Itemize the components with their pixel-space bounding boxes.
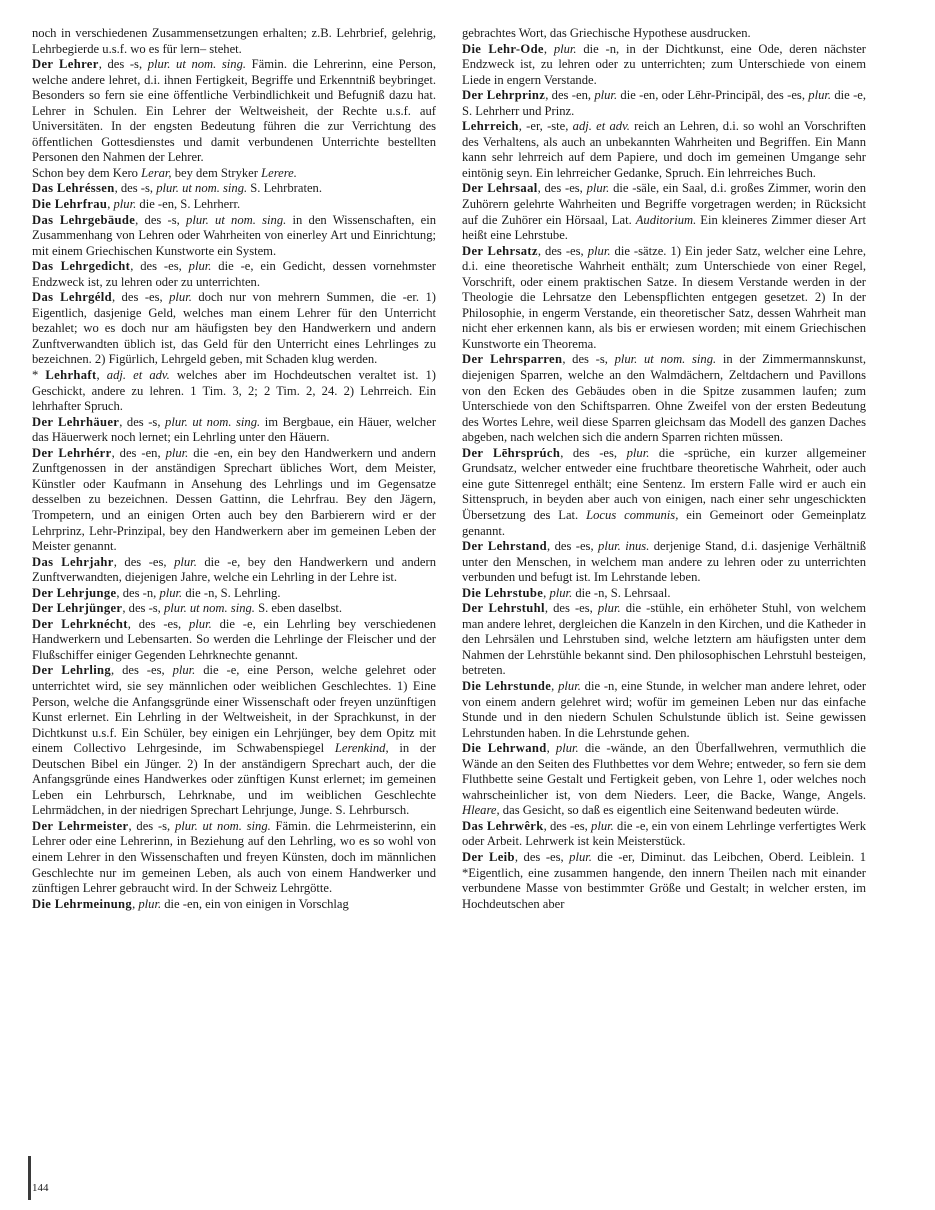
dictionary-entry: Die Lehrfrau, plur. die -en, S. Lehrherr.: [32, 197, 241, 212]
dictionary-entry: * Lehrhaft, adj. et adv. welches aber im Hochdeutschen veraltet ist. 1) Geschickt, andere zu lehren. 1 Tim. 3, 2; 2 Tim. 2, 24. 2) Lehrreich. Ein lehrhafter Spruch.: [32, 368, 436, 414]
dictionary-entry: Der Lehrprinz, des -en, plur. die -en, oder Lēhr-Principāl, des -es, plur. die -e, S. Lehrherr und Prinz.: [462, 88, 867, 118]
dictionary-entry: Die Lehrwand, plur. die -wände, an den Überfallwehren, vermuthlich die Wände an den Seiten des Fluthbettes vor dem Wehre; entweder, so fern sie dem Fluthbette seine Gestalt und Fertigkeit geben, von Lehre 1, oder welches noch wahrscheinlicher ist, von dem Nieders. Leer, die Backe, Wange, Angels. Hleare, das Gesicht, so daß es eigentlich eine Seitenwand bedeuten würde.: [462, 741, 867, 818]
dictionary-entry: Der Lehrer, des -s, plur. ut nom. sing. Fämin. die Lehrerinn, eine Person, welche andere lehret, d.i. ihnen Fertigkeit, Begriffe und Erkenntniß beybringet. Besonders so fern sie eine öffentliche Verbindlichkeit und Befugniß dazu hat. Lehrer in Schulen. Ein Lehrer der Weltweisheit, der Rechte u.s.f. auf Universitäten. In der engsten Bedeutung führen die zur Verrichtung des öffentlichen Gottesdienstes und damit verbundenen Unterrichte bestellten Personen den Nahmen der Lehrer.: [32, 57, 437, 165]
dictionary-entry: Der Lehrjunge, des -n, plur. die -n, S. Lehrling.: [32, 585, 281, 600]
dictionary-entry: Lehrreich, -er, -ste, adj. et adv. reich an Lehren, d.i. so wohl an Vorschriften des Verhaltens, als auch an unbekannten Wahrheiten und Begriffen. Ein Mann kann sehr lehrreich auf dem Papiere, und doch im gemeinen Umgange sehr eintönig seyn. Ein lehrreicher Gedanke, Spruch. Ein lehrreiches Buch.: [462, 119, 866, 180]
dictionary-entry: Der Lēhrsprúch, des -es, plur. die -sprüche, ein kurzer allgemeiner Grundsatz, welcher entweder eine fruchtbare theoretische Wahrheit, oder auch eine gute Sittenregel enthält; eine Sentenz. Im erstern Falle wird er auch ein Sittenspruch, in beyden aber auch von einigen, nach einer sehr ungeschickten Übersetzung des Lat. Locus communis, ein Gemeinort oder Gemeinplatz genannt.: [462, 445, 867, 538]
column-right: [462, 26, 866, 1166]
dictionary-entry: Die Lehr-Ode, plur. die -n, in der Dichtkunst, eine Ode, deren nächster Endzweck ist, zu lehren oder zu unterrichten; zum Unterschiede von einem Liede in engern Verstande.: [462, 41, 866, 87]
dictionary-entry: Die Lehrstunde, plur. die -n, eine Stunde, in welcher man andere lehret, oder von einem andern gelehret wird; wofür im gemeinen Leben nur das einfache Stunde und in den niedern Schulen Schulstunde üblich ist. Seine gewissen Lehrstunden haben. In die Lehrstunde gehen.: [462, 678, 867, 740]
dictionary-entry: Der Leib, des -es, plur. die -er, Diminut. das Leibchen, Oberd. Leiblein. 1 *Eigentlich, eine zusammen hangende, den innern Theilen nach mit einander verbundene Masse von bestimmter Größe und Gestalt; in welcher ersten, im Hochdeutschen aber: [462, 849, 866, 911]
paragraph-continuation: gebrachtes Wort, das Griechische Hypothese ausdrucken.: [462, 26, 751, 40]
dictionary-entry: Das Lehrgedicht, des -es, plur. die -e, ein Gedicht, dessen vornehmster Endzweck ist, zu lehren oder zu unterrichten.: [32, 259, 437, 289]
dictionary-entry: Der Lehrhäuer, des -s, plur. ut nom. sing. im Bergbaue, ein Häuer, welcher das Häuerwerk noch lernet; ein Lehrling unter den Häuern.: [32, 414, 437, 445]
column-left: [32, 26, 436, 1166]
margin-rule: [28, 1156, 31, 1200]
dictionary-entry: Der Lehrjünger, des -s, plur. ut nom. sing. S. eben daselbst.: [32, 601, 343, 616]
two-column-layout: [32, 26, 903, 1166]
dictionary-entry: Das Lehrwêrk, des -es, plur. die -e, ein von einem Lehrlinge verfertigtes Werk oder Arbeit. Lehrwerk ist kein Meisterstück.: [462, 818, 866, 849]
dictionary-entry: Die Lehrstube, plur. die -n, S. Lehrsaal.: [462, 585, 671, 600]
dictionary-entry: Der Lehrsaal, des -es, plur. die -säle, ein Saal, d.i. großes Zimmer, worin den Zuhörern gelehrte Wahrheiten und Begriffe vorgetragen werden; in Rücksicht auf die Zuhörer ein Hörsaal, Lat. Auditorium. Ein kleineres Zimmer dieser Art heißt eine Lehrstube.: [462, 181, 866, 243]
dictionary-entry: Der Lehrhérr, des -en, plur. die -en, ein bey den Handwerkern und andern Zunftgenossen in der anständigen Sprechart übliches Wort, dem Meister, Künstler oder Kaufmann in Ansehung des Lehrlings und im Gegensatze desselben zu bezeichnen. Dessen Gattinn, die Lehrfrau. Bey den Jägern, Trompetern, und an einigen Orten auch bey den Barbierern wird er der Lehrprinz, Lehr-Prinzipal, bey den Handwerkern aber im gemeinen Leben der Meister genannt.: [32, 445, 436, 554]
dictionary-entry: Das Lehrgebäude, des -s, plur. ut nom. sing. in den Wissenschaften, ein Zusammenhang von Lehren oder Wahrheiten von einerley Art und Einrichtung; mit einem Griechischen Kunstworte ein System.: [32, 212, 437, 258]
page-number: 144: [32, 1182, 49, 1194]
dictionary-entry: Das Lehréssen, des -s, plur. ut nom. sing. S. Lehrbraten.: [32, 181, 322, 196]
dictionary-entry: Der Lehrstand, des -es, plur. inus. derjenige Stand, d.i. dasjenige Verhältniß unter den Menschen, in welchem man andere zu lehren oder zu unterrichten verbunden und befugt ist. Im Lehrstande leben.: [462, 539, 866, 585]
dictionary-entry: Das Lehrjahr, des -es, plur. die -e, bey den Handwerkern und andern Zunftverwandten, diejenigen Jahre, welche ein Lehrling in der Lehre ist.: [32, 554, 436, 585]
dictionary-entry: Der Lehrstuhl, des -es, plur. die -stühle, ein erhöheter Stuhl, von welchem man andere lehret, dergleichen die Kanzeln in den Kirchen, und die Katheder in den Lehrsälen und Lehrstuben sind, welche letztern am häufigsten unter dem Nahmen der Lehrstühle bekannt sind. Den philosophischen Lehrstuhl besteigen, betreten.: [462, 601, 866, 678]
dictionary-entry: Die Lehrmeinung, plur. die -en, ein von einigen in Vorschlag: [32, 896, 349, 911]
paragraph-continuation: noch in verschiedenen Zusammensetzungen erhalten; z.B. Lehrbrief, gelehrig, Lehrbegierde u.s.f. wo es für lern– stehet.: [32, 26, 436, 56]
dictionary-entry: Der Lehrknécht, des -es, plur. die -e, ein Lehrling bey verschiedenen Handwerkern und Lebensarten. So werden die Lehrlinge der Fleischer und der Flußschiffer einiger Gegenden Lehrknechte genannt.: [32, 616, 436, 662]
dictionary-entry: Der Lehrsparren, des -s, plur. ut nom. sing. in der Zimmermannskunst, diejenigen Sparren, welche an den Walmdächern, Zeltdachern und Pavillons von den Ecken des Gebäudes oben in die Spitze zusammen laufen; zum Unterschiede von den Schiftsparren. Ohne Zweifel von der ersten Bedeutung des Wortes Lehre, weil diese Sparren gleichsam das Modell des ganzen Daches abgeben, nach welchen sich die andern Sparren richten müssen.: [462, 352, 867, 445]
entry-note: Schon bey dem Kero Lerar, bey dem Stryker Lerere.: [32, 165, 297, 180]
dictionary-entry: Der Lehrmeister, des -s, plur. ut nom. sing. Fämin. die Lehrmeisterinn, ein Lehrer oder eine Lehrerinn, in Beziehung auf den Lehrling, wo es so wohl von einem Lehrer in den Wissenschaften und freyen Künsten, doch im männlichen Geschlechte nur im gemeinen Leben, als auch von einem Handwerker und zünftigen Lehrer gebraucht wird. In der Schweiz Lehrgötte.: [32, 818, 437, 896]
dictionary-entry: Das Lehrgéld, des -es, plur. doch nur von mehrern Summen, die -er. 1) Eigentlich, dasjenige Geld, welches man einem Lehrer für den Unterricht bezahlet; wo es doch nur am häufigsten bey den Handwerkern und andern Zunftverwandten üblich ist, das Geld für den Unterricht eines Lehrlinges zu bezeichnen. 2) Figürlich, Lehrgeld geben, mit Schaden klug werden.: [32, 290, 436, 367]
dictionary-entry: Der Lehrling, des -es, plur. die -e, eine Person, welche gelehret oder unterrichtet wird, sie sey männlichen oder weiblichen Geschlechtes. 1) Eine Person, welche die Anfangsgründe einer Wissenschaft oder freyen unzünftigen Kunst erlernet. Ein Lehrling in der Weltweisheit, in der Sprachkunst, in der Dichtkunst u.s.f. Ein Schüler, bey einigen ein Lehrjünger, bey dem Opitz mit einem Collectivo Lehrgesinde, im Schwabenspiegel Lerenkind, in der Deutschen Bibel ein Jünger. 2) In der anständigern Sprechart auch, der die Anfangsgründe eines Handwerkes oder zünftigen Kunst erlernet; im gemeinen Leben ein Lehrbursch, Lehrknabe, und im weiblichen Geschlechte Lehrmädchen, in der niedrigen Sprechart Lehrjunge, Junge. S. Lehrbursch.: [32, 663, 437, 818]
dictionary-entry: Der Lehrsatz, des -es, plur. die -sätze. 1) Ein jeder Satz, welcher eine Lehre, d.i. eine theoretische Wahrheit enthält; zum Unterschiede von einer Regel, Vorschrift, oder einem praktischen Satze. In diesem Verstande werden in der Theologie die Lehrsatze den Lebenspflichten entgegen gesetzet. 2) In der Philosophie, in engerm Verstande, ein theoretischer Satz, dessen Wahrheit man nicht eher erkennen kann, als bis er erwiesen worden; mit einem Griechischen Kunstworte ein Theorema.: [462, 243, 866, 351]
